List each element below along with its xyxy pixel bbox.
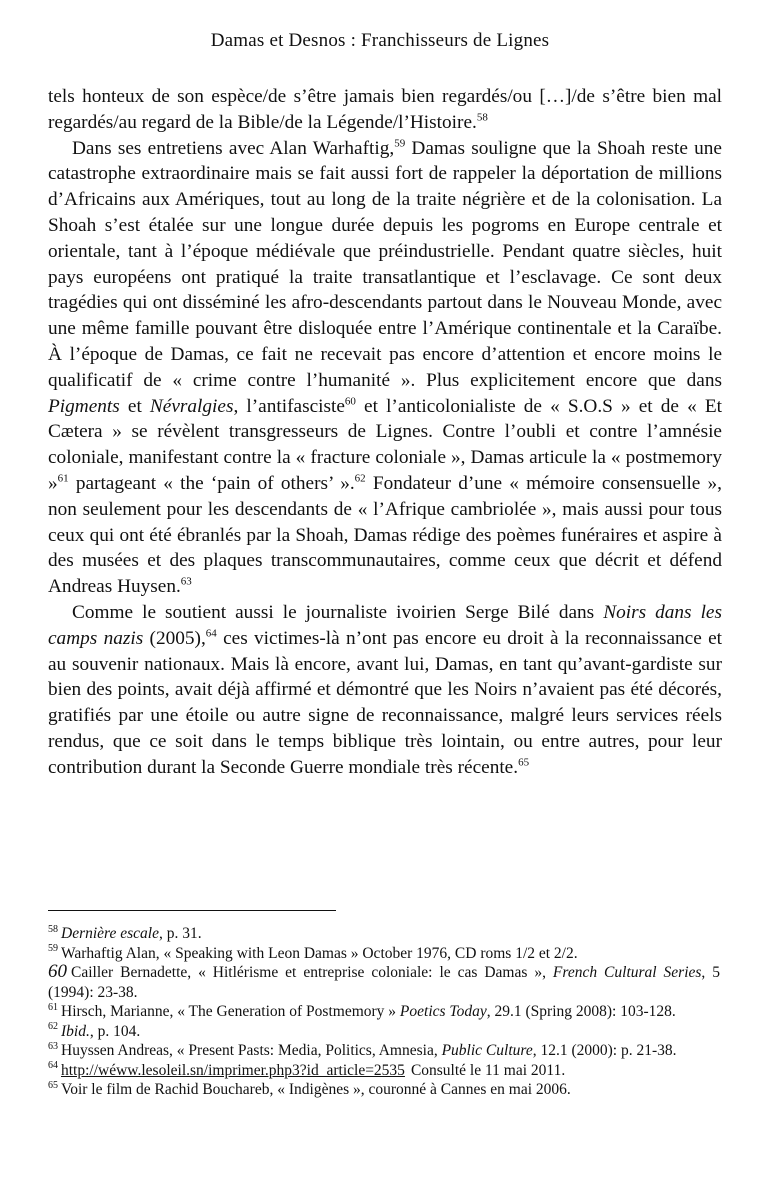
italic-title-pigments: Pigments xyxy=(48,395,120,417)
footnote-text: , 5 (1994): 23-38. xyxy=(48,964,720,1001)
footnote-text: Consulté le 11 mai 2011. xyxy=(410,1061,566,1079)
footnote-number: 65 xyxy=(48,1079,58,1091)
footnote-text: , p. 104. xyxy=(89,1022,141,1040)
footnote-ref-59[interactable]: 59 xyxy=(394,137,406,150)
footnote-number: 63 xyxy=(48,1040,58,1052)
text-span: , l’antifasciste xyxy=(233,395,345,417)
italic-title-nevralgies: Névralgies xyxy=(149,395,234,417)
footnote-link[interactable]: http://wéww.lesoleil.sn/imprimer.php3?id_article=2535 xyxy=(61,1061,405,1079)
footnote-ref-61[interactable]: 61 xyxy=(57,472,69,485)
footnote-ref-58[interactable]: 58 xyxy=(476,111,488,124)
running-header: Damas et Desnos : Franchisseurs de Lignes xyxy=(210,30,550,51)
footnote-text: Warhaftig Alan, « Speaking with Leon Damas » October 1976, CD roms 1/2 et 2/2. xyxy=(61,944,578,962)
text-span: ces victimes-là n’ont pas encore eu droit à la reconnaissance et au souvenir nationaux. Mais là encore, avant lui, Damas, en tant qu’avant-gardiste sur bien des points, avait déjà affirmé et démontré que les Noirs n’avaient pas été décorés, gratifiés par une étoile ou autre signe de reconnaissance, malgré leurs services réels rendus, que ce soit dans le temps biblique très lointain, ou entre autres, pour leur contribution durant la Seconde Guerre mondiale très récente. xyxy=(48,627,722,778)
paragraph-3 xyxy=(48,600,722,781)
footnote-text: Huyssen Andreas, « Present Pasts: Media, Politics, Amnesia, xyxy=(61,1042,442,1059)
footnote-59 xyxy=(48,944,720,964)
text-span: et l’anticolonialiste de « S.O.S » et de « Et Cætera » se révèlent transgresseurs de Lignes. Contre l’oubli et contre l’amnésie coloniale, manifestant contre la « fracture coloniale », Damas articule la « postmemory » xyxy=(48,395,722,494)
footnote-text: Hirsch, Marianne, « The Generation of Postmemory » xyxy=(61,1003,400,1020)
text-span: partageant « the ‘pain of others’ ». xyxy=(68,472,355,494)
footnote-italic: Public Culture xyxy=(441,1042,533,1059)
footnote-text: , 12.1 (2000): p. 21-38. xyxy=(532,1042,677,1059)
footnote-text: Voir le film de Rachid Bouchareb, « Indigènes », couronné à Cannes en mai 2006. xyxy=(61,1081,571,1098)
footnote-number: 61 xyxy=(48,1001,58,1013)
footnote-ref-64[interactable]: 64 xyxy=(205,627,217,640)
text-span: Fondateur d’une « mémoire consensuelle », non seulement pour les descendants de « l’Afrique cambriolée », mais aussi pour tous ceux qui ont été ébranlés par la Shoah, Damas rédige des poèmes funéraires et aspire à des musées et des plaques transcommunautaires, comme ceux que décrit et défend Andreas Huysen. xyxy=(48,472,722,598)
footnote-64 xyxy=(48,1061,720,1081)
footnote-ref-60[interactable]: 60 xyxy=(344,395,356,408)
footnote-63 xyxy=(48,1041,720,1061)
italic-title-noirs: Noirs dans les camps nazis xyxy=(48,601,722,649)
footnote-60 xyxy=(48,963,720,1002)
footnote-text: , 29.1 (Spring 2008): 103-128. xyxy=(486,1003,676,1020)
footnote-61 xyxy=(48,1002,720,1022)
footnote-italic: Poetics Today xyxy=(399,1003,487,1020)
text-span: et xyxy=(119,395,150,417)
footnote-number: 58 xyxy=(48,923,58,935)
text-span: Dans ses entretiens avec Alan Warhaftig, xyxy=(72,137,395,159)
footnote-number: 64 xyxy=(48,1060,58,1072)
paragraph-1-text: tels honteux de son espèce/de s’être jamais bien regardés/ou […]/de s’être bien mal regardés/au regard de la Bible/de la Légende/l’Histoire. xyxy=(48,86,722,133)
footnote-number: 60 xyxy=(48,961,67,982)
footnote-text: , p. 31. xyxy=(158,925,202,942)
footnote-ref-63[interactable]: 63 xyxy=(180,575,192,588)
text-span: Damas souligne que la Shoah reste une catastrophe extraordinaire mais se fait aussi fort de rappeler la déportation de millions d’Africains aux Amériques, tout au long de la traite négrière et de la colonisation. La Shoah s’est étalée sur une longue durée depuis les pogroms en Europe centrale et orientale, tant à l’époque médiévale que préindustrielle. Pendant quatre siècles, huit pays européens ont pratiqué la traite transatlantique et l’esclavage. Ce sont deux tragédies qui ont disséminé les afro-descendants partout dans le Nouveau Monde, avec une même famille pouvant être disloquée entre l’Amérique continentale et la Caraïbe. À l’époque de Damas, ce fait ne recevait pas encore d’attention et encore moins le qualificatif de « crime contre l’humanité ». Plus explicitement encore que dans xyxy=(48,137,722,391)
footnotes xyxy=(48,924,720,1100)
body-text xyxy=(48,84,722,781)
text-span: Comme le soutient aussi le journaliste ivoirien Serge Bilé dans xyxy=(72,601,604,623)
footnote-58 xyxy=(48,924,720,944)
footnote-italic: French Cultural Series xyxy=(552,964,702,981)
footnote-italic: Dernière escale xyxy=(61,925,159,942)
footnote-text: Cailler Bernadette, « Hitlérisme et entreprise coloniale: le cas Damas », xyxy=(71,964,553,981)
footnote-ref-62[interactable]: 62 xyxy=(354,472,366,485)
footnote-italic: Ibid. xyxy=(61,1022,90,1040)
footnote-separator xyxy=(48,910,336,911)
paragraph-2 xyxy=(48,136,722,600)
text-span: (2005), xyxy=(143,627,206,649)
footnote-number: 59 xyxy=(48,943,58,955)
footnote-ref-65[interactable]: 65 xyxy=(518,756,530,769)
paragraph-1 xyxy=(48,84,722,136)
footnote-65 xyxy=(48,1080,720,1100)
footnote-62 xyxy=(48,1022,720,1042)
footnote-number: 62 xyxy=(48,1021,58,1033)
